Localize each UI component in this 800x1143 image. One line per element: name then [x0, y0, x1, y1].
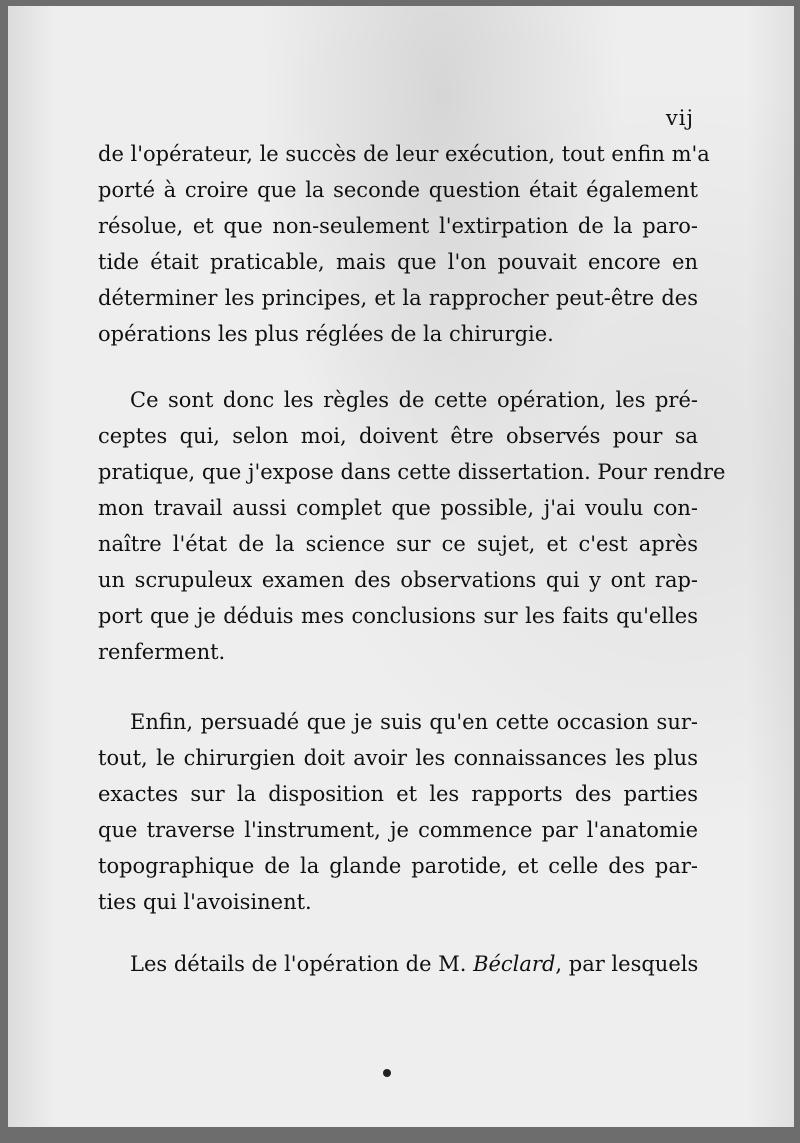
paragraph-2 [98, 382, 726, 670]
text-line: Enfin, persuadé que je suis qu'en cette occasion sur- [130, 710, 698, 734]
text-line: ceptes qui, selon moi, doivent être observés pour sa [98, 424, 698, 448]
text-line: naître l'état de la science sur ce sujet, et c'est après [98, 532, 698, 556]
text-line: mon travail aussi complet que possible, j'ai voulu con- [98, 496, 698, 520]
paragraph-1 [98, 136, 710, 352]
text-line: port que je déduis mes conclusions sur les faits qu'elles [98, 604, 698, 628]
text-line: porté à croire que la seconde question était également [98, 178, 698, 202]
paragraph-3 [98, 704, 698, 920]
book-page [8, 6, 794, 1127]
text-line: que traverse l'instrument, je commence par l'anatomie [98, 818, 698, 842]
text-line: Ce sont donc les règles de cette opération, les pré- [130, 388, 698, 412]
text-line: opérations les plus réglées de la chirurgie. [98, 322, 554, 346]
text-line [98, 946, 698, 982]
text-line: résolue, et que non-seulement l'extirpation de la paro- [98, 214, 698, 238]
paragraph-4 [98, 946, 698, 982]
text-line: renferment. [98, 640, 226, 664]
text-line: tide était praticable, mais que l'on pouvait encore en [98, 250, 698, 274]
text-line: un scrupuleux examen des observations qui y ont rap- [98, 568, 698, 592]
text-line: ties qui l'avoisinent. [98, 890, 312, 914]
text-line: de l'opérateur, le succès de leur exécution, tout enfin m'a [98, 142, 710, 166]
text-segment: Les détails de l'opération de M. [130, 952, 467, 976]
text-line: exactes sur la disposition et les rapports des parties [98, 782, 698, 806]
text-line: pratique, que j'expose dans cette dissertation. Pour rendre [98, 460, 726, 484]
text-line: tout, le chirurgien doit avoir les connaissances les plus [98, 746, 698, 770]
page-number: vij [665, 106, 694, 130]
text-line: déterminer les principes, et la rapprocher peut-être des [98, 286, 698, 310]
surgeon-name: Béclard [473, 952, 556, 976]
printer-mark [383, 1069, 391, 1077]
text-segment: , par lesquels [555, 952, 699, 976]
text-line: topographique de la glande parotide, et celle des par- [98, 854, 698, 878]
